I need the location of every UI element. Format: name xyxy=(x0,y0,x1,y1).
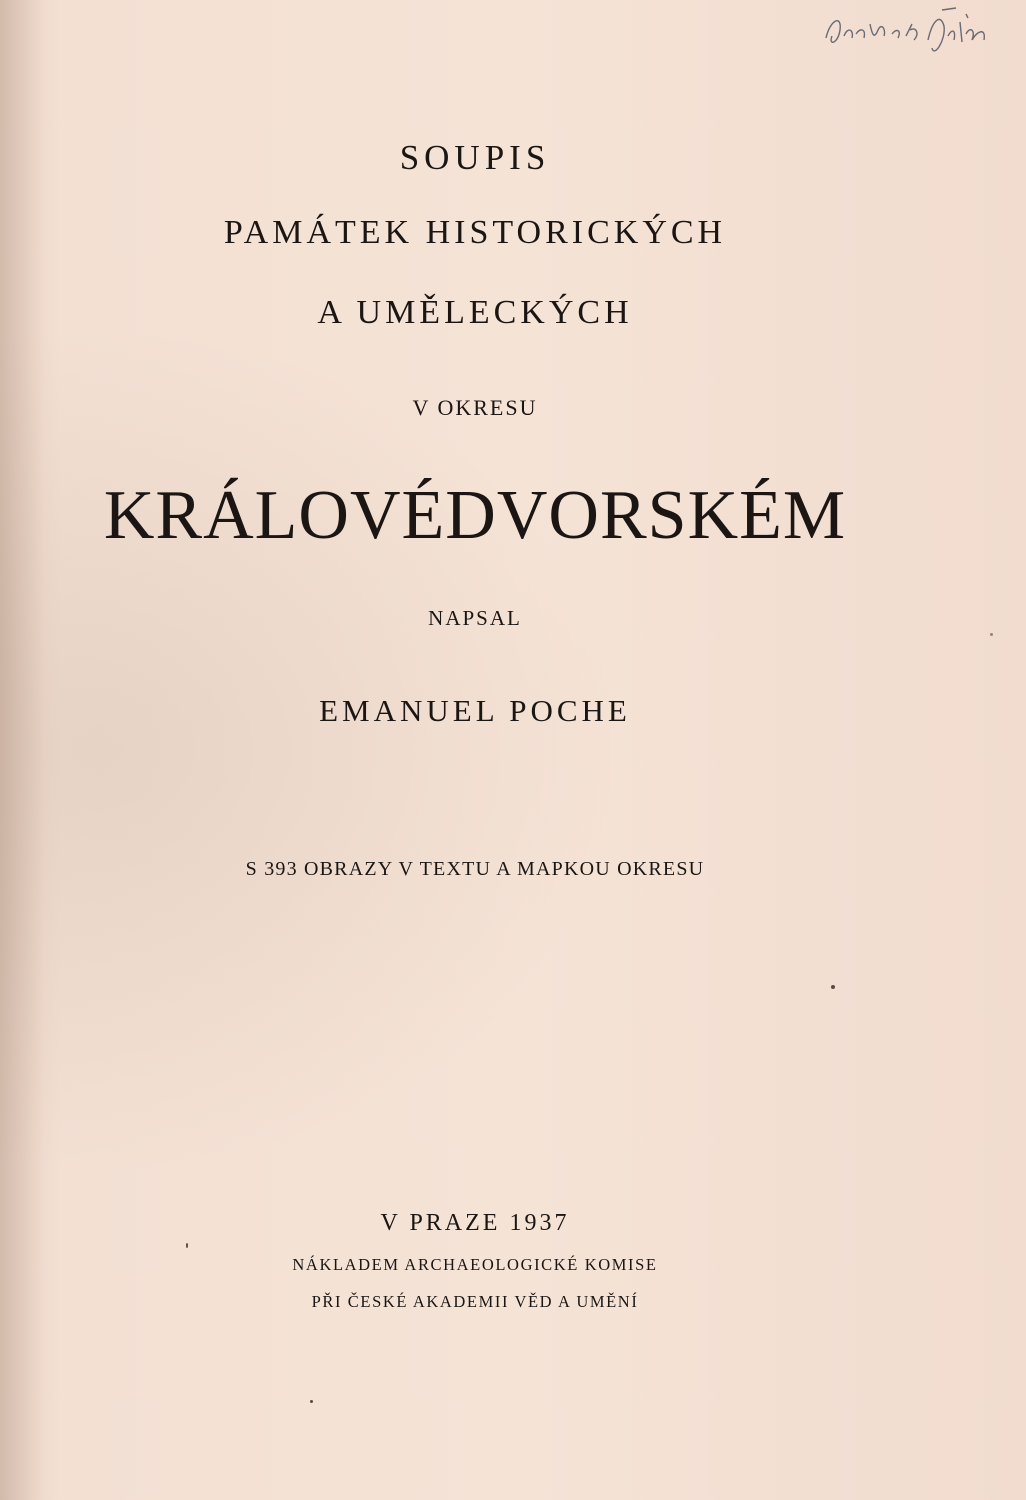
paper-speck xyxy=(310,1400,313,1403)
publisher-line-1: NÁKLADEM ARCHAEOLOGICKÉ KOMISE xyxy=(292,1255,658,1274)
series-title: SOUPIS xyxy=(399,138,551,177)
paper-speck xyxy=(831,985,835,989)
district-prefix: V OKRESU xyxy=(412,395,538,420)
author-intro: NAPSAL xyxy=(428,606,522,630)
series-title-line-3: A UMĚLECKÝCH xyxy=(317,294,633,331)
handwritten-signature xyxy=(816,0,1006,70)
place-and-year: V PRAZE 1937 xyxy=(380,1210,570,1236)
district-name: KRÁLOVÉDVORSKÉM xyxy=(103,477,847,554)
paper-speck xyxy=(990,633,993,636)
illustrations-note: S 393 OBRAZY V TEXTU A MAPKOU OKRESU xyxy=(245,858,705,880)
publisher-line-2: PŘI ČESKÉ AKADEMII VĚD A UMĚNÍ xyxy=(311,1292,639,1311)
series-title-line-2: PAMÁTEK HISTORICKÝCH xyxy=(223,214,727,251)
author-name: EMANUEL POCHE xyxy=(319,693,631,728)
paper-speck xyxy=(186,1243,188,1248)
